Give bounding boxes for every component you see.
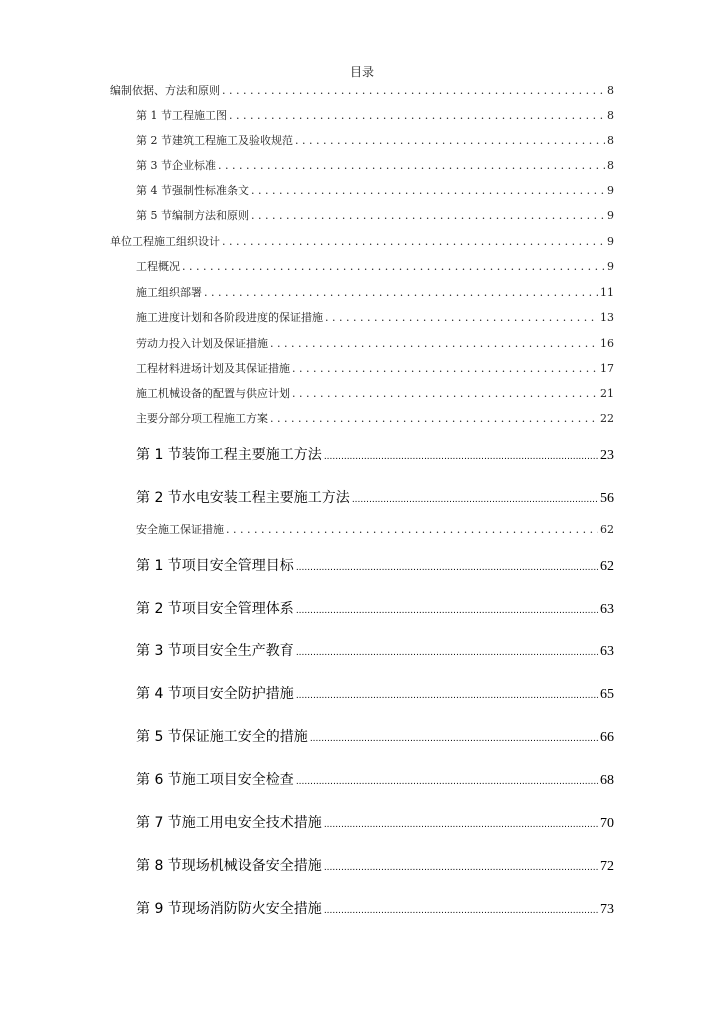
- toc-entry-page: 11: [600, 286, 614, 299]
- toc-entry-page: 16: [600, 337, 614, 350]
- toc-entry-page: 9: [607, 209, 614, 222]
- toc-entry-label: 第 9 节现场消防防火安全措施: [136, 901, 322, 917]
- toc-entry[interactable]: [136, 555, 614, 575]
- toc-entry-label: 施工组织部署: [136, 286, 202, 299]
- toc-entry-page: 68: [600, 773, 614, 788]
- toc-entry-label: 工程概况: [136, 260, 180, 273]
- toc-entry[interactable]: [136, 132, 614, 148]
- toc-dot-leader: [324, 901, 598, 917]
- toc-entry[interactable]: [136, 360, 614, 376]
- toc-entry[interactable]: [136, 444, 614, 464]
- toc-dot-leader: [295, 134, 605, 147]
- toc-entry[interactable]: [136, 726, 614, 746]
- toc-entry-page: 62: [600, 523, 614, 536]
- toc-entry-label: 主要分部分项工程施工方案: [136, 412, 268, 425]
- toc-entry-page: 63: [600, 602, 614, 617]
- toc-entry-page: 9: [607, 235, 614, 248]
- toc-entry[interactable]: [136, 598, 614, 618]
- toc-entry-page: 21: [600, 387, 614, 400]
- toc-entry-label: 劳动力投入计划及保证措施: [136, 337, 268, 350]
- toc-entry-label: 第 2 节水电安装工程主要施工方法: [136, 490, 350, 506]
- toc-dot-leader: [251, 209, 605, 222]
- toc-entry[interactable]: [136, 769, 614, 789]
- toc-entry-page: 9: [607, 260, 614, 273]
- toc-entry-page: 13: [600, 311, 614, 324]
- toc-dot-leader: [296, 686, 598, 702]
- toc-dot-leader: [251, 184, 605, 197]
- toc-entry-page: 9: [607, 184, 614, 197]
- toc-entry-label: 单位工程施工组织设计: [110, 235, 220, 248]
- toc-dot-leader: [270, 412, 598, 425]
- toc-dot-leader: [270, 337, 598, 350]
- toc-entry-page: 56: [600, 491, 614, 506]
- toc-dot-leader: [310, 729, 598, 745]
- toc-entry-label: 第 2 节建筑工程施工及验收规范: [136, 134, 293, 147]
- toc-entry[interactable]: [110, 82, 614, 98]
- toc-entry-label: 第 6 节施工项目安全检查: [136, 772, 294, 788]
- toc-entry[interactable]: [136, 207, 614, 223]
- toc-entry-label: 第 2 节项目安全管理体系: [136, 601, 294, 617]
- toc-entry-page: 22: [600, 412, 614, 425]
- toc-entry[interactable]: [136, 335, 614, 351]
- toc-entry-page: 62: [600, 559, 614, 574]
- toc-entry[interactable]: [136, 107, 614, 123]
- toc-entry-label: 第 5 节保证施工安全的措施: [136, 729, 308, 745]
- toc-dot-leader: [292, 387, 598, 400]
- toc-entry-label: 第 4 节项目安全防护措施: [136, 686, 294, 702]
- toc-entry-label: 第 4 节强制性标准条文: [136, 184, 249, 197]
- toc-entry-page: 66: [600, 730, 614, 745]
- toc-entry-page: 17: [600, 362, 614, 375]
- toc-entry-label: 第 1 节装饰工程主要施工方法: [136, 447, 322, 463]
- toc-entry-label: 第 3 节企业标准: [136, 159, 216, 172]
- toc-dot-leader: [324, 815, 598, 831]
- toc-dot-leader: [296, 558, 598, 574]
- toc-dot-leader: [218, 159, 605, 172]
- toc-entry[interactable]: [136, 855, 614, 875]
- page-title: 目录: [349, 65, 374, 79]
- toc-entry[interactable]: [136, 182, 614, 198]
- toc-entry[interactable]: [136, 640, 614, 660]
- toc-entry-label: 工程材料进场计划及其保证措施: [136, 362, 290, 375]
- toc-entry-page: 63: [600, 644, 614, 659]
- toc-dot-leader: [226, 523, 598, 536]
- toc-entry-label: 施工进度计划和各阶段进度的保证措施: [136, 311, 323, 324]
- toc-entry-page: 8: [607, 159, 614, 172]
- toc-entry-page: 70: [600, 816, 614, 831]
- toc-dot-leader: [325, 311, 598, 324]
- toc-entry-page: 8: [607, 134, 614, 147]
- toc-entry[interactable]: [136, 521, 614, 537]
- toc-entry[interactable]: [136, 812, 614, 832]
- toc-dot-leader: [296, 643, 598, 659]
- toc-entry[interactable]: [136, 157, 614, 173]
- toc-dot-leader: [182, 260, 605, 273]
- toc-entry-page: 8: [607, 84, 614, 97]
- toc-entry-page: 8: [607, 109, 614, 122]
- toc-entry[interactable]: [136, 284, 614, 300]
- toc-entry-page: 73: [600, 902, 614, 917]
- toc-entry-label: 第 1 节项目安全管理目标: [136, 558, 294, 574]
- toc-entry-label: 第 7 节施工用电安全技术措施: [136, 815, 322, 831]
- toc-entry[interactable]: [110, 233, 614, 249]
- toc-dot-leader: [352, 490, 598, 506]
- toc-entry-label: 第 8 节现场机械设备安全措施: [136, 858, 322, 874]
- toc-dot-leader: [204, 286, 598, 299]
- toc-entry-label: 编制依据、方法和原则: [110, 84, 220, 97]
- toc-entry[interactable]: [136, 309, 614, 325]
- toc-dot-leader: [222, 235, 605, 248]
- toc-dot-leader: [296, 772, 598, 788]
- toc-entry[interactable]: [136, 683, 614, 703]
- toc-entry-page: 23: [600, 448, 614, 463]
- toc-entry[interactable]: [136, 258, 614, 274]
- toc-entry-label: 第 3 节项目安全生产教育: [136, 643, 294, 659]
- toc-entry-page: 72: [600, 859, 614, 874]
- toc-entry-label: 第 5 节编制方法和原则: [136, 209, 249, 222]
- toc-entry[interactable]: [136, 898, 614, 918]
- toc-dot-leader: [292, 362, 598, 375]
- toc-entry[interactable]: [136, 487, 614, 507]
- toc-entry-page: 65: [600, 687, 614, 702]
- toc-dot-leader: [324, 858, 598, 874]
- toc-dot-leader: [296, 601, 598, 617]
- toc-dot-leader: [324, 447, 598, 463]
- toc-entry-label: 施工机械设备的配置与供应计划: [136, 387, 290, 400]
- toc-dot-leader: [222, 84, 605, 97]
- toc-entry-label: 第 1 节工程施工图: [136, 109, 227, 122]
- toc-entry[interactable]: [136, 410, 614, 426]
- toc-entry[interactable]: [136, 385, 614, 401]
- toc-dot-leader: [229, 109, 605, 122]
- toc-entry-label: 安全施工保证措施: [136, 523, 224, 536]
